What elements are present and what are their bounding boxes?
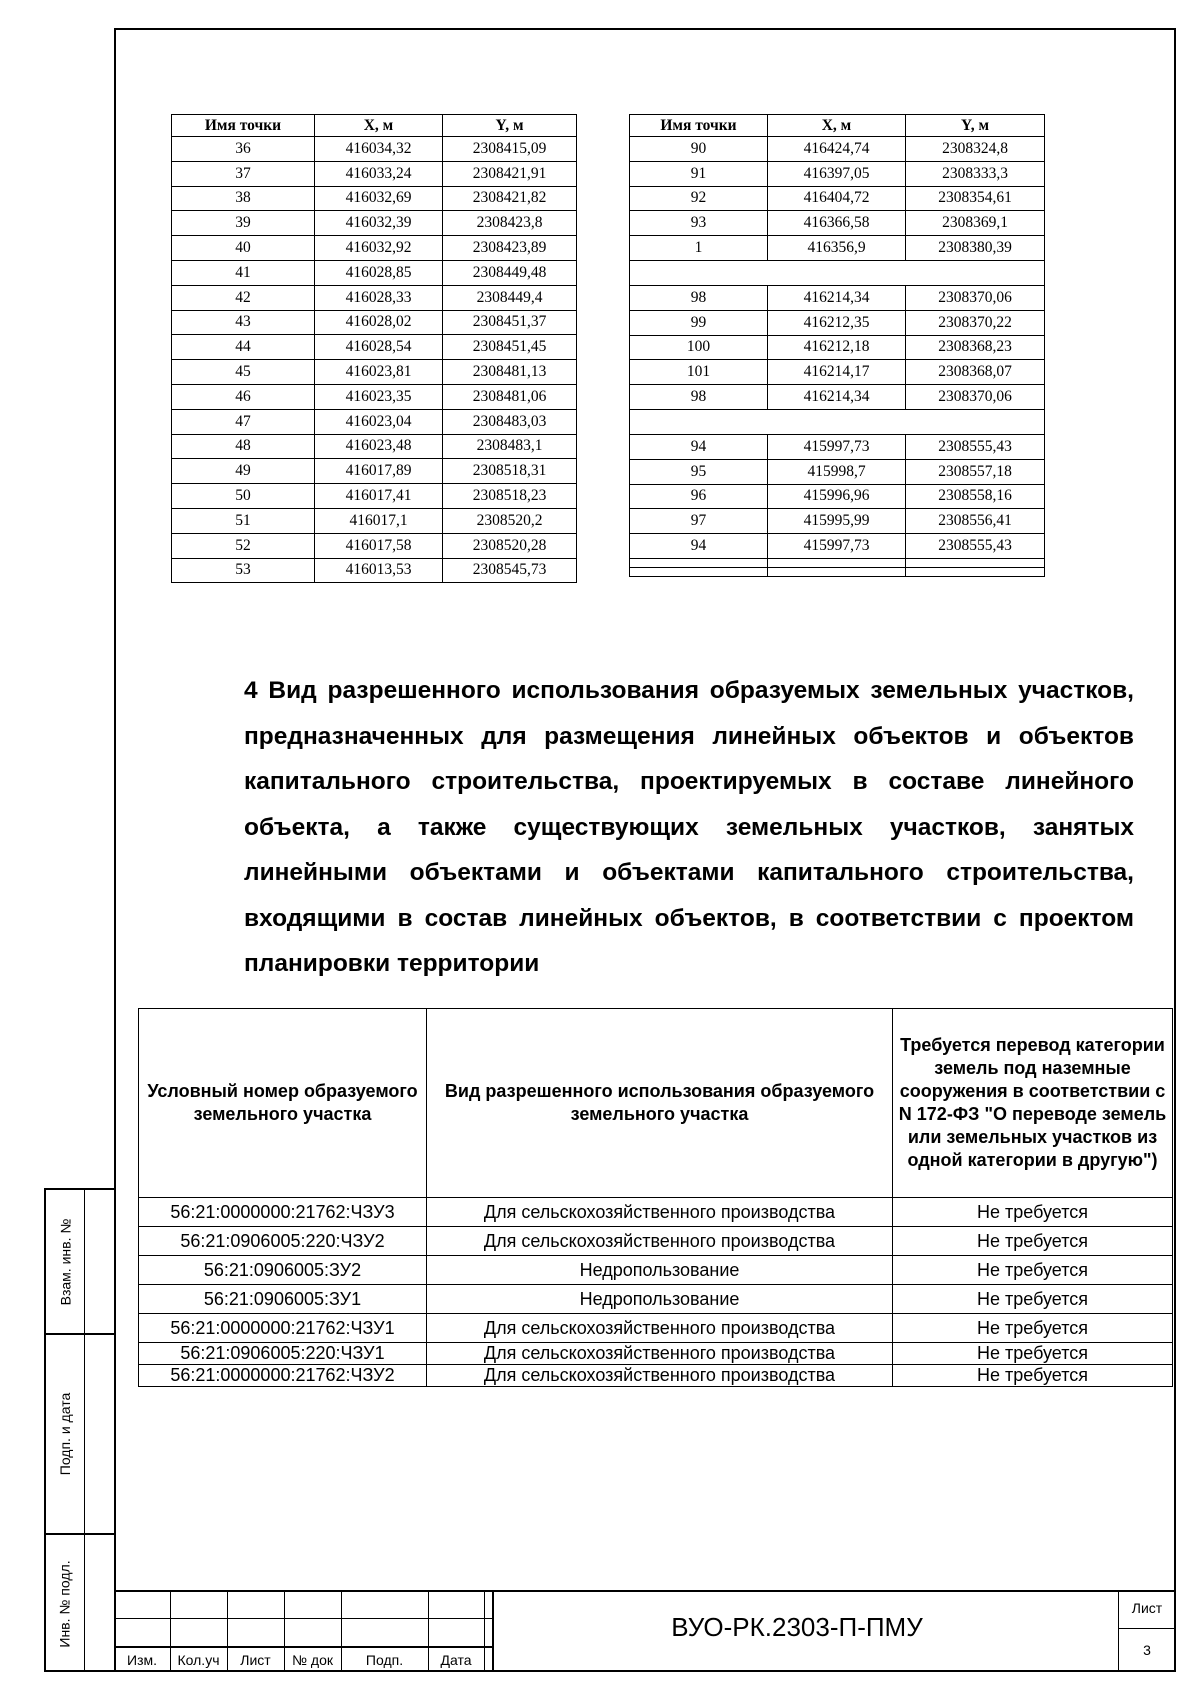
date-label: Дата [440,1652,472,1668]
signature-label: Подп. [365,1652,404,1668]
parcel-number-cell: 56:21:0000000:21762:ЧЗУ1 [139,1314,427,1343]
empty-row [630,567,1045,576]
table-row [630,385,1045,410]
point-name-cell: 100 [630,335,768,360]
y-cell: 2308518,31 [443,459,577,484]
table-row [630,211,1045,236]
y-cell: 2308545,73 [443,558,577,583]
point-name-cell: 36 [172,137,315,162]
x-cell: 416017,1 [315,508,443,533]
y-cell: 2308451,37 [443,310,577,335]
y-cell: 2308449,48 [443,260,577,285]
point-name-cell: 43 [172,310,315,335]
table-row [139,1314,1173,1343]
y-cell: 2308421,82 [443,186,577,211]
table-row [172,335,577,360]
y-cell: 2308324,8 [906,137,1045,162]
permitted-use-cell: Для сельскохозяйственного производства [427,1227,893,1256]
point-name-cell: 45 [172,360,315,385]
x-cell: 416404,72 [768,186,906,211]
y-cell: 2308481,13 [443,360,577,385]
x-cell: 416397,05 [768,161,906,186]
table-row [630,137,1045,162]
table-row [139,1198,1173,1227]
category-transfer-cell: Не требуется [893,1365,1173,1387]
point-name-cell: 51 [172,508,315,533]
table-row [630,434,1045,459]
x-header: X, м [315,115,443,137]
table-header-row [172,115,577,137]
section-heading: 4 Вид разрешенного использования образуемых земельных участков, предназначенных для размещения линейных объектов и объектов капитального строительства, проектируемых в составе линейного объекта, а также существующих земельных участков, занятых линейными объектами и объектами капитального строительства, входящими в состав линейных объектов, в соответствии с проектом планировки территории [244,677,1134,977]
x-cell: 415997,73 [768,534,906,559]
table-row [630,161,1045,186]
parcel-number-cell: 56:21:0906005:220:ЧЗУ2 [139,1227,427,1256]
table-row [630,509,1045,534]
y-cell: 2308520,2 [443,508,577,533]
table-row [139,1227,1173,1256]
side-stamp [44,1188,114,1672]
x-cell: 416017,58 [315,533,443,558]
y-cell: 2308369,1 [906,211,1045,236]
point-name-cell: 44 [172,335,315,360]
y-cell: 2308333,3 [906,161,1045,186]
y-cell: 2308481,06 [443,384,577,409]
y-cell: 2308520,28 [443,533,577,558]
x-cell: 416023,81 [315,360,443,385]
x-cell: 416028,33 [315,285,443,310]
table-row [172,508,577,533]
y-cell: 2308423,8 [443,211,577,236]
point-name-cell: 97 [630,509,768,534]
table-row [172,186,577,211]
y-cell: 2308518,23 [443,484,577,509]
point-name-cell: 42 [172,285,315,310]
y-cell: 2308555,43 [906,534,1045,559]
original-inventory-label: Инв. № подл. [57,1559,73,1648]
table-row [630,360,1045,385]
y-cell: 2308483,03 [443,409,577,434]
category-transfer-header: Требуется перевод категории земель под наземные сооружения в соответствии с N 172-ФЗ "О переводе земель или земельных участков из одной категории в другую") [893,1009,1173,1198]
count-label: Кол.уч [177,1652,220,1668]
x-cell: 416033,24 [315,161,443,186]
x-cell: 416028,02 [315,310,443,335]
point-name-header: Имя точки [630,115,768,137]
point-name-cell: 99 [630,310,768,335]
table-row [172,459,577,484]
group-separator [630,409,1045,434]
x-cell: 416028,85 [315,260,443,285]
category-transfer-cell: Не требуется [893,1343,1173,1365]
category-transfer-cell: Не требуется [893,1314,1173,1343]
point-name-cell: 93 [630,211,768,236]
point-name-cell: 94 [630,534,768,559]
table-row [139,1256,1173,1285]
point-name-cell: 94 [630,434,768,459]
x-header: X, м [768,115,906,137]
table-row [172,484,577,509]
x-cell: 415998,7 [768,459,906,484]
category-transfer-cell: Не требуется [893,1256,1173,1285]
y-cell: 2308555,43 [906,434,1045,459]
sheet-col-label: Лист [240,1652,271,1668]
x-cell: 416023,35 [315,384,443,409]
category-transfer-cell: Не требуется [893,1198,1173,1227]
point-name-cell: 50 [172,484,315,509]
point-name-header: Имя точки [172,115,315,137]
x-cell: 416366,58 [768,211,906,236]
parcel-number-cell: 56:21:0906005:ЗУ1 [139,1285,427,1314]
y-cell: 2308558,16 [906,484,1045,509]
point-name-cell: 98 [630,385,768,410]
permitted-use-cell: Для сельскохозяйственного производства [427,1343,893,1365]
y-cell: 2308415,09 [443,137,577,162]
parcel-number-cell: 56:21:0906005:ЗУ2 [139,1256,427,1285]
parcel-number-header: Условный номер образуемого земельного участка [139,1009,427,1198]
x-cell: 415997,73 [768,434,906,459]
table-row [630,534,1045,559]
signature-date-label: Подп. и дата [57,1392,73,1476]
x-cell: 416356,9 [768,236,906,261]
x-cell: 416032,39 [315,211,443,236]
y-cell: 2308556,41 [906,509,1045,534]
x-cell: 416023,48 [315,434,443,459]
permitted-use-cell: Недропользование [427,1256,893,1285]
x-cell: 416214,34 [768,285,906,310]
table-row [172,533,577,558]
permitted-use-header: Вид разрешенного использования образуемого земельного участка [427,1009,893,1198]
point-name-cell: 41 [172,260,315,285]
permitted-use-cell: Для сельскохозяйственного производства [427,1314,893,1343]
permitted-use-cell: Для сельскохозяйственного производства [427,1365,893,1387]
y-cell: 2308449,4 [443,285,577,310]
x-cell: 416017,89 [315,459,443,484]
table-row [139,1365,1173,1387]
y-cell: 2308557,18 [906,459,1045,484]
parcel-number-cell: 56:21:0000000:21762:ЧЗУ2 [139,1365,427,1387]
table-row [630,335,1045,360]
point-name-cell: 48 [172,434,315,459]
y-cell: 2308368,07 [906,360,1045,385]
x-cell: 416032,92 [315,236,443,261]
point-name-cell: 95 [630,459,768,484]
parcel-number-cell: 56:21:0000000:21762:ЧЗУ3 [139,1198,427,1227]
y-cell: 2308451,45 [443,335,577,360]
change-label: Изм. [127,1652,157,1668]
title-block [114,1590,1176,1672]
y-cell: 2308368,23 [906,335,1045,360]
x-cell: 416023,04 [315,409,443,434]
point-name-cell: 40 [172,236,315,261]
x-cell: 415996,96 [768,484,906,509]
y-cell: 2308354,61 [906,186,1045,211]
x-cell: 415995,99 [768,509,906,534]
point-name-cell: 92 [630,186,768,211]
x-cell: 416034,32 [315,137,443,162]
x-cell: 416214,34 [768,385,906,410]
land-use-table [138,1008,1173,1387]
sheet-number: 3 [1143,1642,1151,1658]
group-separator [630,260,1045,285]
table-row [172,285,577,310]
table-row [630,285,1045,310]
x-cell: 416212,35 [768,310,906,335]
y-cell: 2308380,39 [906,236,1045,261]
table-row [172,260,577,285]
x-cell: 416013,53 [315,558,443,583]
point-name-cell: 96 [630,484,768,509]
table-row [630,236,1045,261]
point-name-cell: 98 [630,285,768,310]
point-name-cell: 101 [630,360,768,385]
point-name-cell: 90 [630,137,768,162]
x-cell: 416032,69 [315,186,443,211]
x-cell: 416214,17 [768,360,906,385]
table-row [172,236,577,261]
table-row [172,360,577,385]
table-row [630,186,1045,211]
point-name-cell: 1 [630,236,768,261]
category-transfer-cell: Не требуется [893,1227,1173,1256]
y-cell: 2308370,22 [906,310,1045,335]
coordinates-table-left [171,114,577,583]
x-cell: 416017,41 [315,484,443,509]
x-cell: 416212,18 [768,335,906,360]
table-row [630,459,1045,484]
permitted-use-cell: Недропользование [427,1285,893,1314]
y-header: Y, м [443,115,577,137]
category-transfer-cell: Не требуется [893,1285,1173,1314]
y-cell: 2308370,06 [906,385,1045,410]
table-row [172,211,577,236]
point-name-cell: 38 [172,186,315,211]
permitted-use-cell: Для сельскохозяйственного производства [427,1198,893,1227]
table-row [139,1285,1173,1314]
y-cell: 2308421,91 [443,161,577,186]
point-name-cell: 91 [630,161,768,186]
table-header-row [630,115,1045,137]
sheet-label: Лист [1131,1600,1163,1616]
replaced-inventory-label: Взам. инв. № [57,1218,74,1305]
point-name-cell: 52 [172,533,315,558]
point-name-cell: 39 [172,211,315,236]
table-row [172,434,577,459]
y-cell: 2308370,06 [906,285,1045,310]
table-row [630,484,1045,509]
point-name-cell: 53 [172,558,315,583]
table-row [139,1343,1173,1365]
document-code: ВУО-РК.2303-П-ПМУ [671,1612,923,1642]
table-row [630,310,1045,335]
coordinates-table-right [629,114,1045,577]
y-cell: 2308483,1 [443,434,577,459]
table-row [172,558,577,583]
table-row [172,409,577,434]
point-name-cell: 46 [172,384,315,409]
y-header: Y, м [906,115,1045,137]
x-cell: 416424,74 [768,137,906,162]
empty-row [630,558,1045,567]
table-row [172,161,577,186]
y-cell: 2308423,89 [443,236,577,261]
point-name-cell: 47 [172,409,315,434]
table-row [172,384,577,409]
table-row [172,310,577,335]
point-name-cell: 49 [172,459,315,484]
table-row [172,137,577,162]
table-header-row [139,1009,1173,1198]
point-name-cell: 37 [172,161,315,186]
x-cell: 416028,54 [315,335,443,360]
parcel-number-cell: 56:21:0906005:220:ЧЗУ1 [139,1343,427,1365]
doc-number-label: № док [292,1652,333,1668]
